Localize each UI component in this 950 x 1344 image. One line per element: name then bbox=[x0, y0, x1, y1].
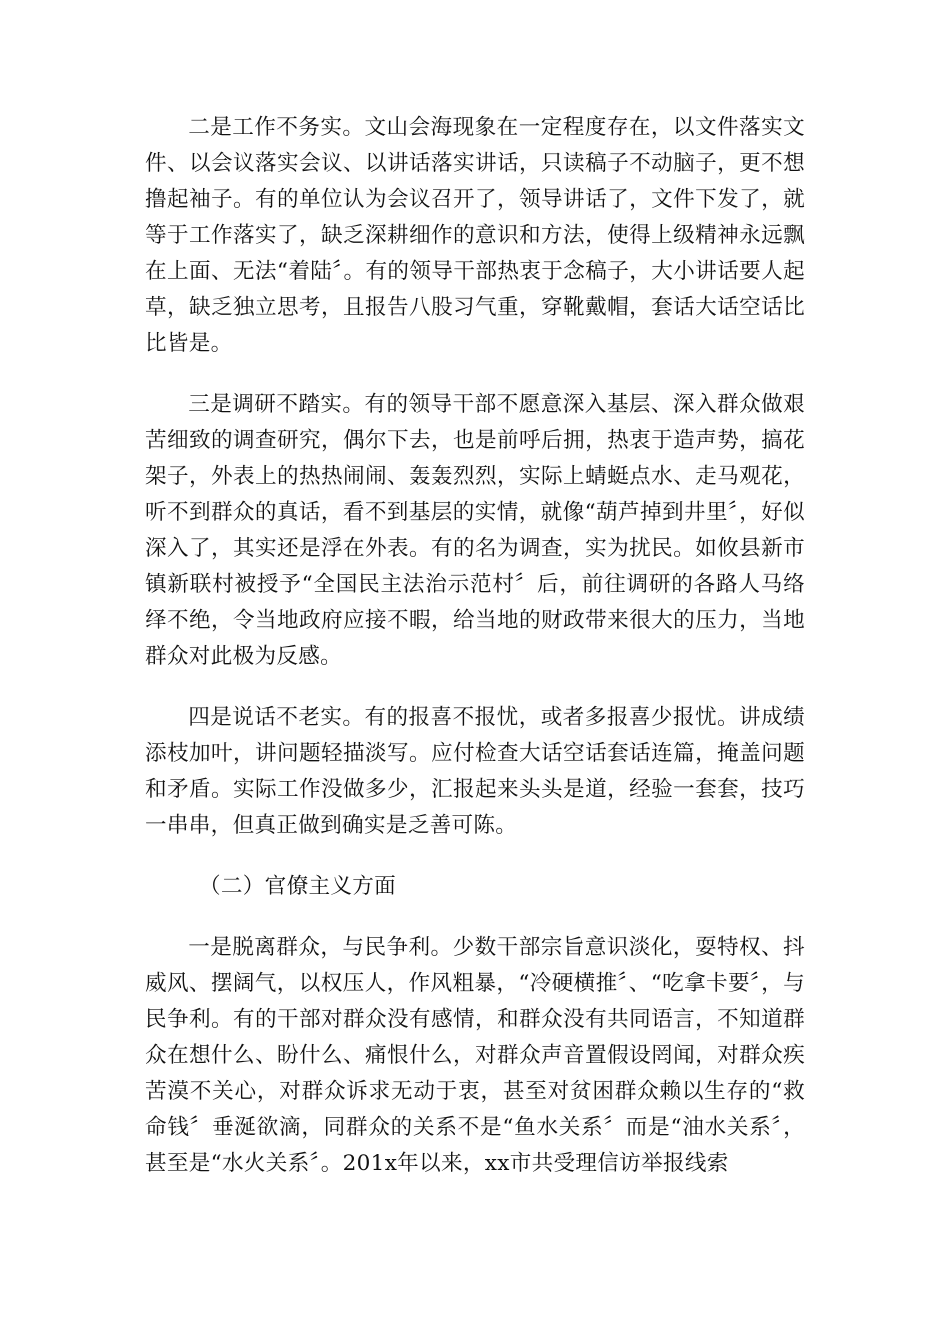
paragraph-work-not-practical: 二是工作不务实。文山会海现象在一定程度存在，以文件落实文件、以会议落实会议、以讲话落实讲话，只读稿子不动脑子，更不想撸起袖子。有的单位认为会议召开了，领导讲话了，文件下发了，就等于工作落实了，缺乏深耕细作的意识和方法，使得上级精神永远飘在上面、无法“着陆〞。有的领导干部热衷于念稿子，大小讲话要人起草，缺乏独立思考，且报告八股习气重，穿靴戴帽，套话大话空话比比皆是。 bbox=[145, 115, 805, 356]
document-page bbox=[145, 110, 805, 1182]
paragraph-speech-not-honest: 四是说话不老实。有的报喜不报忧，或者多报喜少报忧。讲成绩添枝加叶，讲问题轻描淡写。应付检查大话空话套话连篇，掩盖问题和矛盾。实际工作没做多少，汇报起来头头是道，经验一套套，技巧一串串，但真正做到确实是乏善可陈。 bbox=[145, 705, 805, 838]
section-heading-bureaucratism: （二）官僚主义方面 bbox=[199, 874, 397, 899]
paragraph-research-not-solid: 三是调研不踏实。有的领导干部不愿意深入基层、深入群众做艰苦细致的调查研究，偶尔下去，也是前呼后拥，热衷于造声势，搞花架子，外表上的热热闹闹、轰轰烈烈，实际上蜻蜓点水、走马观花，听不到群众的真话，看不到基层的实情，就像“葫芦掉到井里〞，好似深入了，其实还是浮在外表。有的名为调查，实为扰民。如攸县新市镇新联村被授予“全国民主法治示范村〞后，前往调研的各路人马络绎不绝，令当地政府应接不暇，给当地的财政带来很大的压力，当地群众对此极为反感。 bbox=[145, 392, 805, 669]
paragraph-detached-from-masses: 一是脱离群众，与民争利。少数干部宗旨意识淡化，耍特权、抖威风、摆阔气，以权压人，作风粗暴，“冷硬横推〞、“吃拿卡要〞，与民争利。有的干部对群众没有感情，和群众没有共同语言，不知道群众在想什么、盼什么、痛恨什么，对群众声音置假设罔闻，对群众疾苦漠不关心，对群众诉求无动于衷，甚至对贫困群众赖以生存的“救命钱〞垂涎欲滴，同群众的关系不是“鱼水关系〞而是“油水关系〞，甚至是“水火关系〞。201x年以来，xx市共受理信访举报线索 bbox=[145, 935, 805, 1176]
